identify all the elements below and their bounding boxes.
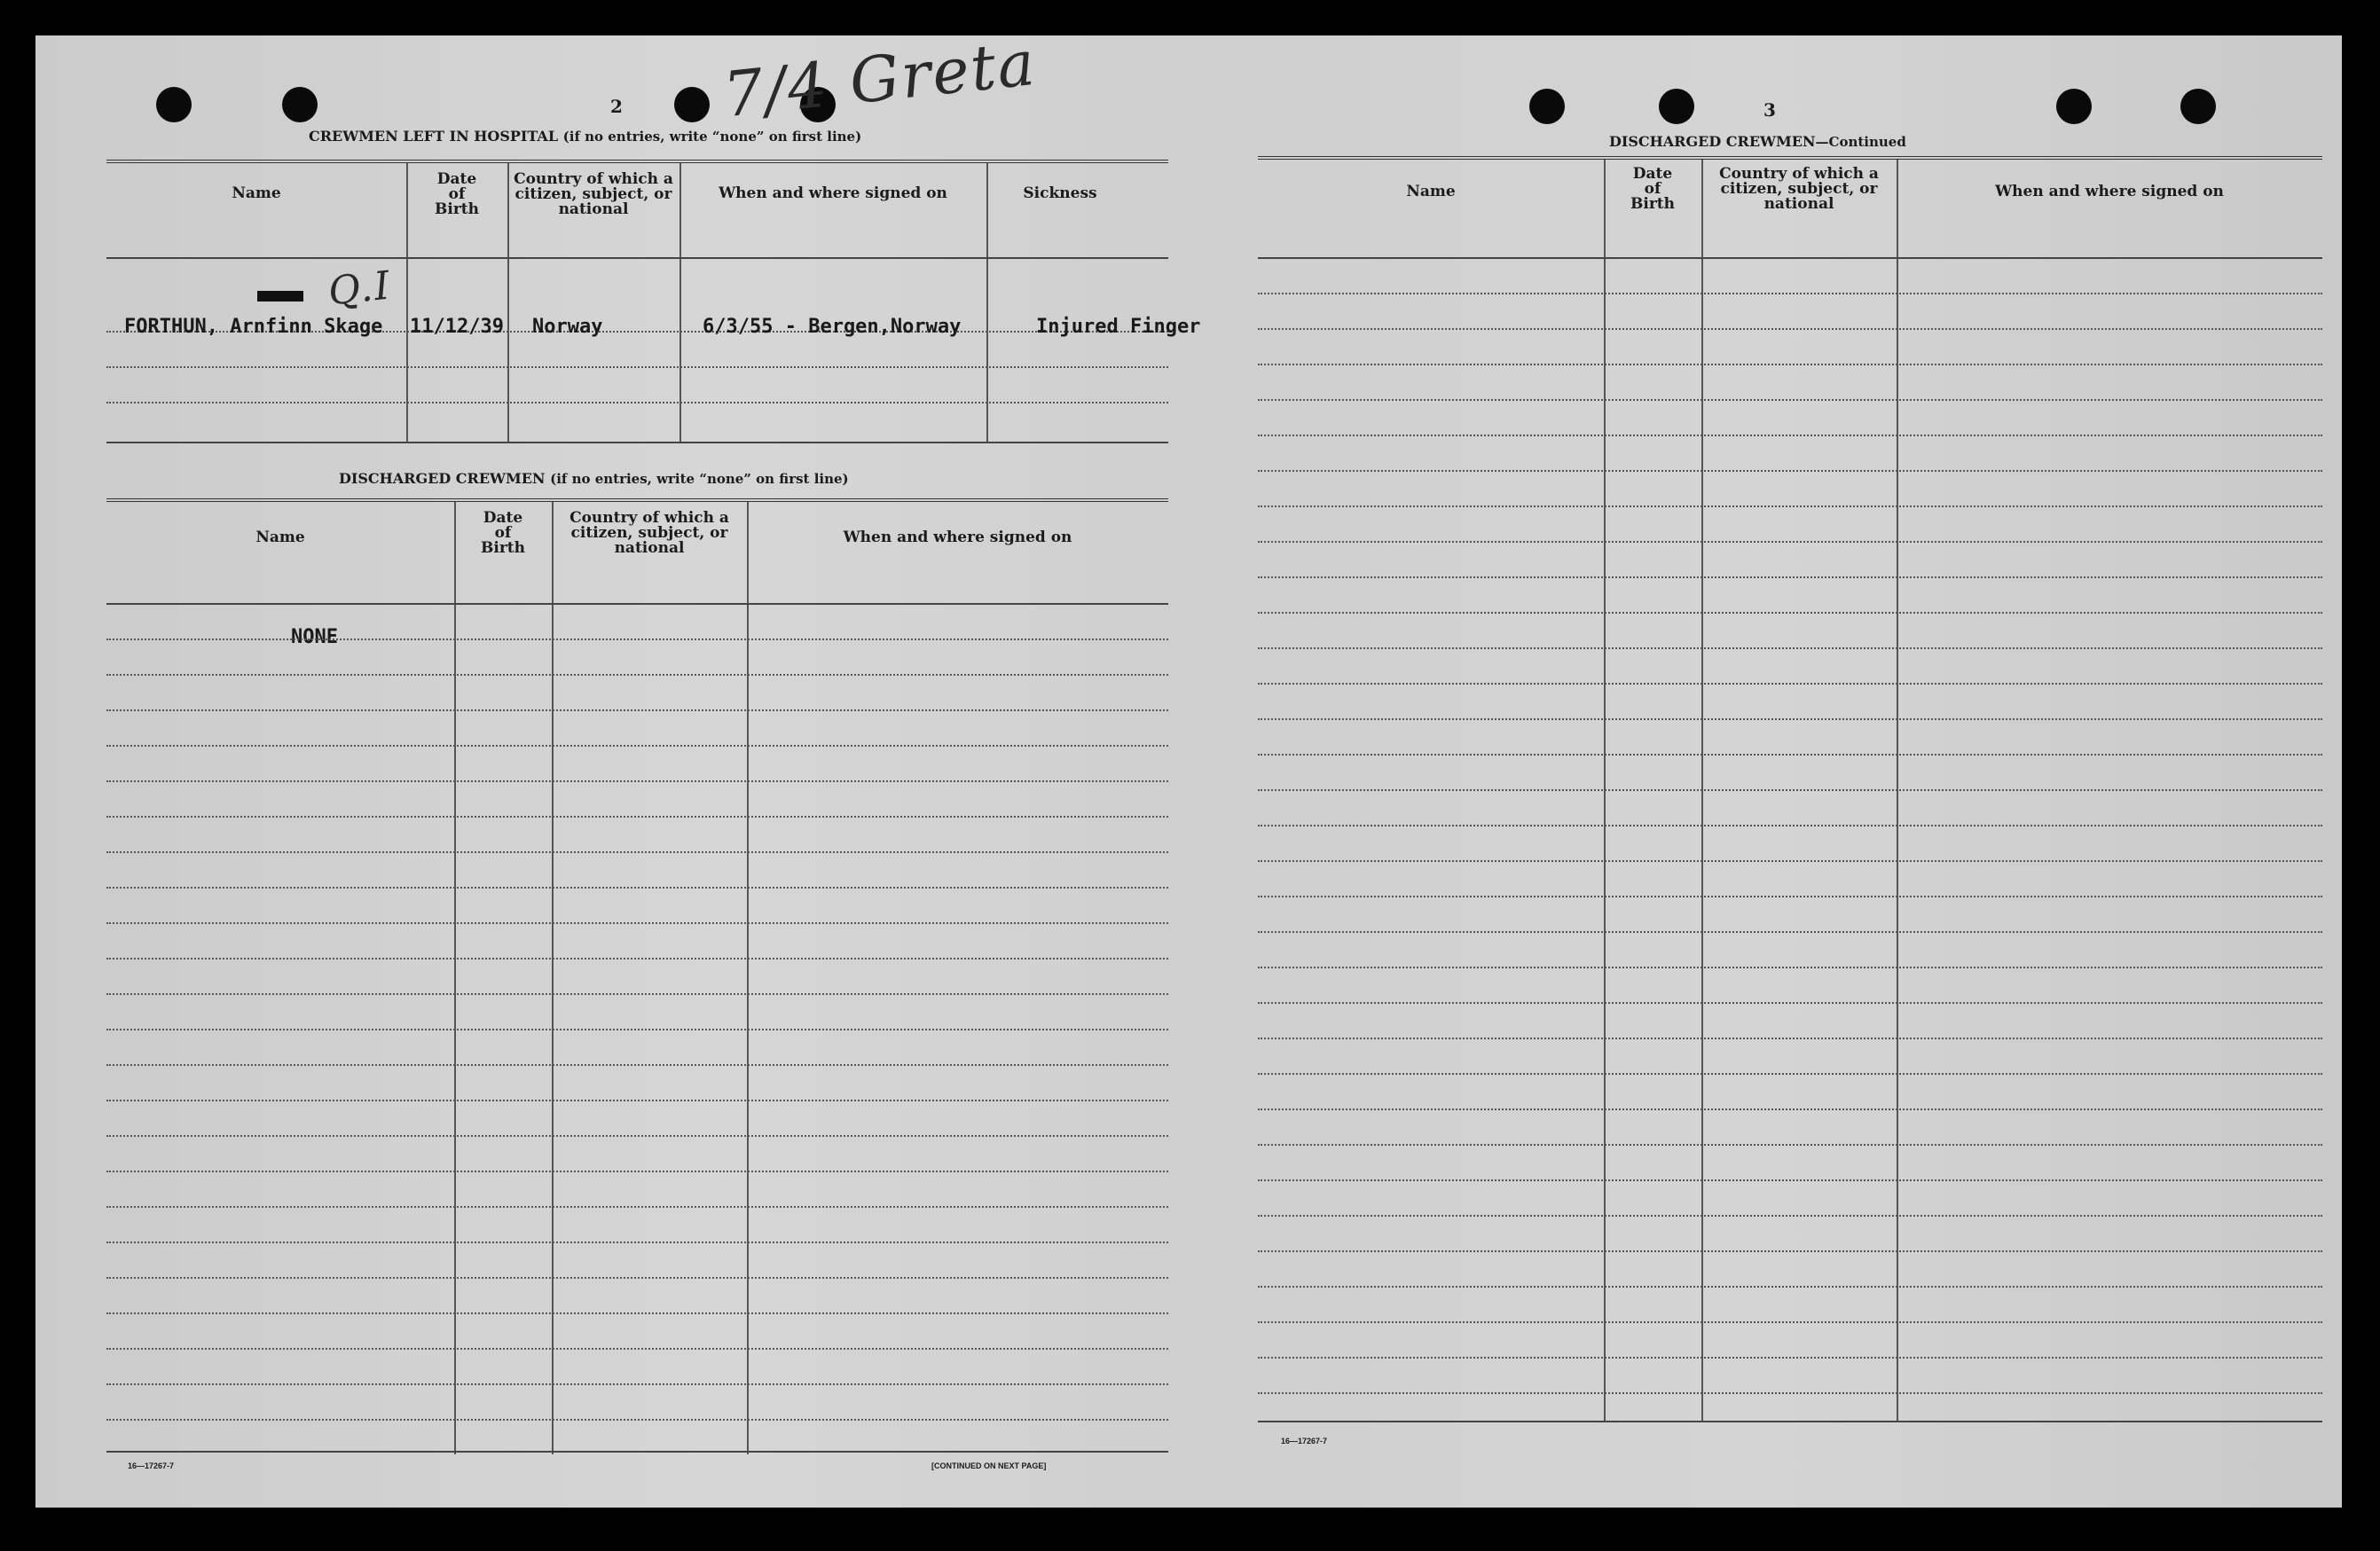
ruled-line (1258, 1179, 2322, 1181)
continued-col-divider (1897, 160, 1898, 1422)
ruled-line (106, 1135, 1168, 1137)
hospital-header-country: Country of which a citizen, subject, or national (514, 170, 673, 218)
ruled-line (1258, 1073, 2322, 1075)
continued-col-divider (1604, 160, 1606, 1422)
hospital-title: CREWMEN LEFT IN HOSPITAL (309, 128, 559, 145)
continued-note: [CONTINUED ON NEXT PAGE] (931, 1461, 1047, 1470)
ruled-line (106, 958, 1168, 960)
continued-caption (1609, 133, 1906, 150)
discharged-col-divider (454, 502, 456, 1454)
form-number-right: 16—17267-7 (1281, 1437, 1328, 1445)
hospital-entry-dob: 11/12/39 (410, 316, 504, 338)
ruled-line (106, 745, 1168, 747)
continued-suffix: —Continued (1815, 134, 1906, 150)
ruled-line (1258, 1038, 2322, 1039)
discharged-bottom-rule (106, 1451, 1168, 1453)
ruled-line (1258, 931, 2322, 933)
ruled-line (1258, 896, 2322, 897)
ruled-line (1258, 293, 2322, 294)
ruled-line (1258, 825, 2322, 826)
punch-hole-3 (674, 87, 710, 122)
ruled-line (106, 1312, 1168, 1314)
ruled-line (106, 993, 1168, 995)
continued-bottom-rule (1258, 1421, 2322, 1422)
ruled-line (1258, 1357, 2322, 1359)
punch-hole-2 (282, 87, 318, 122)
hospital-header-dob: Date of Birth (435, 170, 479, 218)
ruled-line (1258, 718, 2322, 720)
punch-hole-7 (2056, 89, 2092, 124)
punch-hole-8 (2180, 89, 2216, 124)
continued-table (1258, 156, 2322, 1460)
ruled-line (1258, 1002, 2322, 1004)
continued-header-dob: Date of Birth (1630, 165, 1675, 213)
ruled-line (106, 638, 1168, 640)
ruled-line (106, 780, 1168, 782)
hospital-table (106, 160, 1201, 445)
ruled-line (1258, 470, 2322, 472)
ruled-line (1258, 860, 2322, 862)
ruled-line (1258, 541, 2322, 543)
ruled-line (106, 674, 1168, 676)
page-number-left: 2 (610, 96, 623, 117)
ruled-line (106, 1277, 1168, 1279)
ruled-line (1258, 328, 2322, 330)
ruled-line (1258, 399, 2322, 401)
ruled-line (1258, 967, 2322, 968)
hospital-top-rule (106, 160, 1168, 163)
handwritten-annotation: 7/4 Greta (719, 26, 1040, 132)
ruled-line (106, 1419, 1168, 1421)
discharged-header-signed: When and where signed on (843, 529, 1072, 546)
ruled-line (106, 851, 1168, 853)
continued-header-country: Country of which a citizen, subject, or national (1719, 165, 1879, 213)
ruled-line (106, 1171, 1168, 1172)
handwritten-initials: Q.I (326, 262, 394, 315)
continued-top-rule (1258, 156, 2322, 160)
hospital-note: (if no entries, write “none” on first line) (562, 129, 862, 145)
discharged-first-entry: NONE (291, 626, 338, 648)
ruled-line (1258, 683, 2322, 685)
discharged-col-divider (747, 502, 749, 1454)
ruled-line (1258, 576, 2322, 578)
continued-header-name: Name (1406, 183, 1456, 200)
punch-hole-5 (1529, 89, 1565, 124)
ruled-line (106, 816, 1168, 818)
ruled-line (1258, 435, 2322, 436)
ruled-line (106, 922, 1168, 924)
punch-hole-1 (156, 87, 192, 122)
discharged-table (106, 498, 1168, 1454)
ruled-line (1258, 754, 2322, 756)
hospital-header-rule (106, 257, 1168, 259)
hospital-entry-country: Norway (532, 316, 603, 338)
ruled-line (106, 1206, 1168, 1208)
ruled-line (1258, 612, 2322, 614)
discharged-note: (if no entries, write “none” on first line) (550, 471, 849, 487)
ruled-line (1258, 789, 2322, 791)
hospital-row-line (106, 366, 1168, 368)
form-number-left: 16—17267-7 (128, 1461, 175, 1470)
hospital-bottom-rule (106, 442, 1168, 443)
ruled-line (1258, 1392, 2322, 1394)
hospital-row-line (106, 402, 1168, 403)
ruled-line (1258, 1108, 2322, 1110)
continued-header-rule (1258, 257, 2322, 259)
discharged-header-country: Country of which a citizen, subject, or national (569, 509, 729, 557)
ruled-line (1258, 364, 2322, 365)
ruled-line (1258, 1286, 2322, 1288)
ruled-line (1258, 1321, 2322, 1323)
continued-title: DISCHARGED CREWMEN (1609, 133, 1816, 150)
hospital-entry-signed: 6/3/55 - Bergen,Norway (703, 316, 962, 338)
ruled-line (106, 1242, 1168, 1243)
ruled-line (1258, 1215, 2322, 1217)
punch-hole-6 (1659, 89, 1694, 124)
discharged-header-dob: Date of Birth (481, 509, 525, 557)
ruled-line (1258, 647, 2322, 649)
discharged-caption (339, 470, 849, 487)
ruled-line (1258, 505, 2322, 507)
struck-out-text (257, 291, 303, 302)
discharged-top-rule (106, 498, 1168, 502)
ruled-line (1258, 1144, 2322, 1146)
ruled-line (106, 1029, 1168, 1030)
ruled-line (106, 887, 1168, 889)
discharged-header-name: Name (255, 529, 305, 546)
hospital-header-name: Name (232, 184, 281, 202)
manifest-sheet (35, 26, 2342, 1508)
hospital-entry-sickness: Injured Finger (1036, 316, 1201, 338)
ruled-line (106, 709, 1168, 711)
ruled-line (106, 1348, 1168, 1350)
ruled-line (1258, 1250, 2322, 1252)
hospital-header-sickness: Sickness (1023, 184, 1097, 202)
continued-col-divider (1701, 160, 1703, 1422)
discharged-title: DISCHARGED CREWMEN (339, 470, 546, 487)
ruled-line (106, 1064, 1168, 1066)
hospital-entry-name: FORTHUN, Arnfinn Skage (124, 316, 383, 338)
discharged-header-rule (106, 603, 1168, 605)
ruled-line (106, 1383, 1168, 1385)
hospital-header-signed: When and where signed on (719, 184, 947, 202)
hospital-caption (309, 128, 861, 145)
page-number-right: 3 (1763, 99, 1776, 121)
continued-header-signed: When and where signed on (1995, 183, 2224, 200)
ruled-line (106, 1100, 1168, 1101)
discharged-col-divider (552, 502, 554, 1454)
